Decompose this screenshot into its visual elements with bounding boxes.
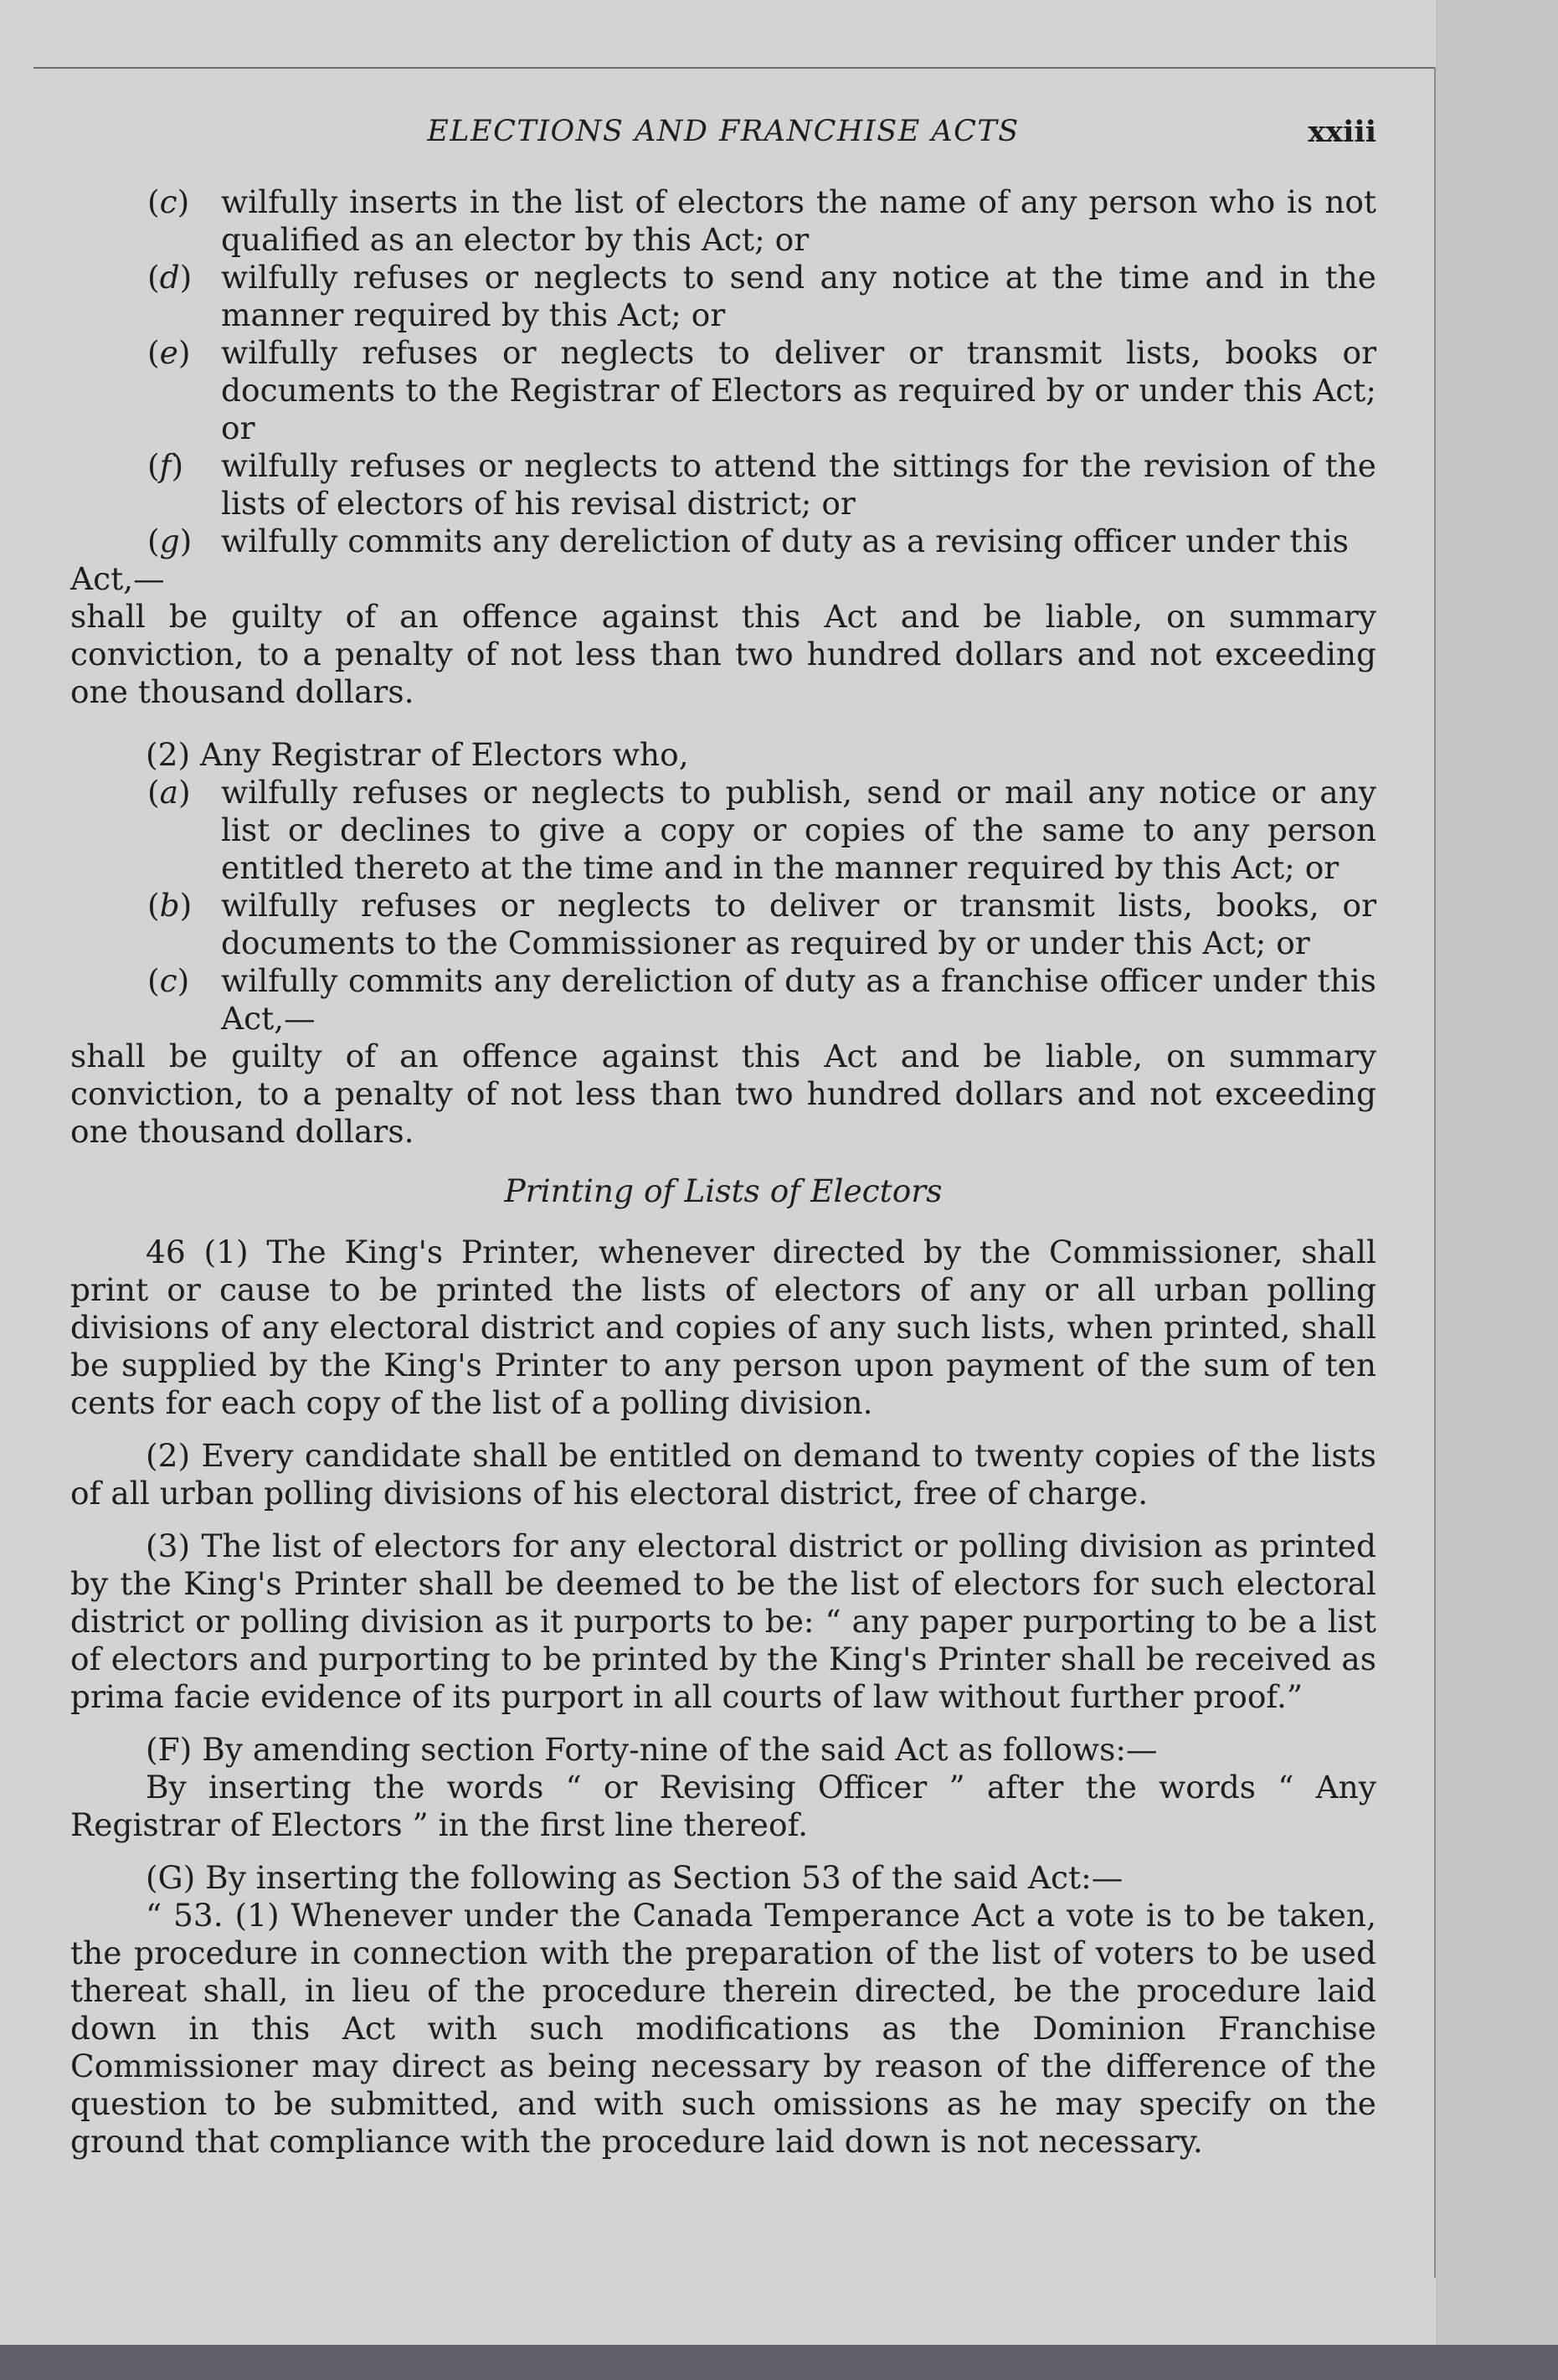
item-continuation: Act,— <box>70 560 165 597</box>
section-46-2: (2) Every candidate shall be entitled on demand to twenty copies of the lists of all urban polling divisions of his electoral district, free of charge. <box>70 1437 1376 1512</box>
page-body <box>70 113 1376 2161</box>
item-marker: (d) <box>147 259 193 296</box>
amendment-f: (F) By amending section Forty-nine of the said Act as follows:— <box>146 1731 1158 1768</box>
amendment-g: (G) By inserting the following as Section 53 of the said Act:— <box>146 1859 1124 1896</box>
adjacent-page-edge <box>1436 0 1558 2380</box>
penalty-clause: shall be guilty of an offence against this Act and be liable, on summary conviction, to a penalty of not less than two hundred dollars and not exceeding one thousand dollars. <box>70 1038 1376 1150</box>
item-text: wilfully refuses or neglects to deliver or transmit lists, books or documents to the Registrar of Electors as required by or under this Act; or <box>221 334 1376 446</box>
list-item <box>70 447 1376 523</box>
section-46-3: (3) The list of electors for any electoral district or polling division as printed by the King's Printer shall be deemed to be the list of electors for such electoral district or polling division as it purports to be: “ any paper purporting to be a list of electors and purporting to be printed by the King's Printer shall be received as prima facie evidence of its purport in all courts of law without further proof.” <box>70 1527 1376 1715</box>
item-text: wilfully refuses or neglects to attend the sittings for the revision of the lists of electors of his revisal district; or <box>221 447 1376 522</box>
item-text: wilfully refuses or neglects to send any notice at the time and in the manner required by this Act; or <box>221 259 1376 333</box>
section-53-1: “ 53. (1) Whenever under the Canada Temperance Act a vote is to be taken, the procedure in connection with the preparation of the list of voters to be used thereat shall, in lieu of the procedure therein directed, be the procedure laid down in this Act with such modifications as the Dominion Franchise Commissioner may direct as being necessary by reason of the difference of the question to be submitted, and with such omissions as he may specify on the ground that compliance with the procedure laid down is not necessary. <box>70 1897 1376 2160</box>
item-text: wilfully refuses or neglects to publish, send or mail any notice or any list or declines to give a copy or copies of the same to any person entitled thereto at the time and in the manner required by this Act; or <box>221 774 1376 886</box>
list-item <box>70 259 1376 334</box>
item-text: wilfully commits any dereliction of duty as a franchise officer under this Act,— <box>221 962 1376 1037</box>
section-46-1: 46 (1) The King's Printer, whenever directed by the Commissioner, shall print or cause to be printed the lists of electors of any or all urban polling divisions of any electoral district and copies of any such lists, when printed, shall be supplied by the King's Printer to any person upon payment of the sum of ten cents for each copy of the list of a polling division. <box>70 1234 1376 1421</box>
item-marker: (f) <box>147 447 184 484</box>
page-number: xxiii <box>1308 115 1376 149</box>
subsection-2-items <box>70 774 1376 1038</box>
item-marker: (b) <box>147 887 193 924</box>
item-text: wilfully commits any dereliction of duty as a revising officer under this <box>221 523 1349 559</box>
running-title: ELECTIONS AND FRANCHISE ACTS <box>427 115 1020 148</box>
item-marker: (c) <box>147 962 190 999</box>
page-edge-rule <box>1434 67 1436 2278</box>
list-item <box>70 183 1376 259</box>
scan-bottom-edge <box>0 2345 1558 2380</box>
list-item <box>70 887 1376 962</box>
item-text: wilfully refuses or neglects to deliver or transmit lists, books, or documents to the Commissioner as required by or under this Act; or <box>221 887 1376 961</box>
list-item <box>70 774 1376 887</box>
item-marker: (a) <box>147 774 191 811</box>
item-marker: (e) <box>147 334 191 371</box>
item-text: wilfully inserts in the list of electors the name of any person who is not qualified as an elector by this Act; or <box>221 183 1376 258</box>
list-item <box>70 334 1376 447</box>
subsection-1-items <box>70 183 1376 598</box>
list-item <box>70 523 1376 560</box>
item-marker: (g) <box>147 523 193 559</box>
list-item <box>70 962 1376 1038</box>
item-marker: (c) <box>147 183 190 220</box>
top-rule <box>33 67 1436 69</box>
section-heading: Printing of Lists of Electors <box>504 1172 943 1209</box>
amendment-f-body: By inserting the words “ or Revising Officer ” after the words “ Any Registrar of Electors ” in the first line thereof. <box>70 1769 1376 1843</box>
penalty-clause: shall be guilty of an offence against this Act and be liable, on summary conviction, to a penalty of not less than two hundred dollars and not exceeding one thousand dollars. <box>70 598 1376 710</box>
running-header <box>70 113 1376 160</box>
subsection-2-intro: (2) Any Registrar of Electors who, <box>146 736 689 773</box>
